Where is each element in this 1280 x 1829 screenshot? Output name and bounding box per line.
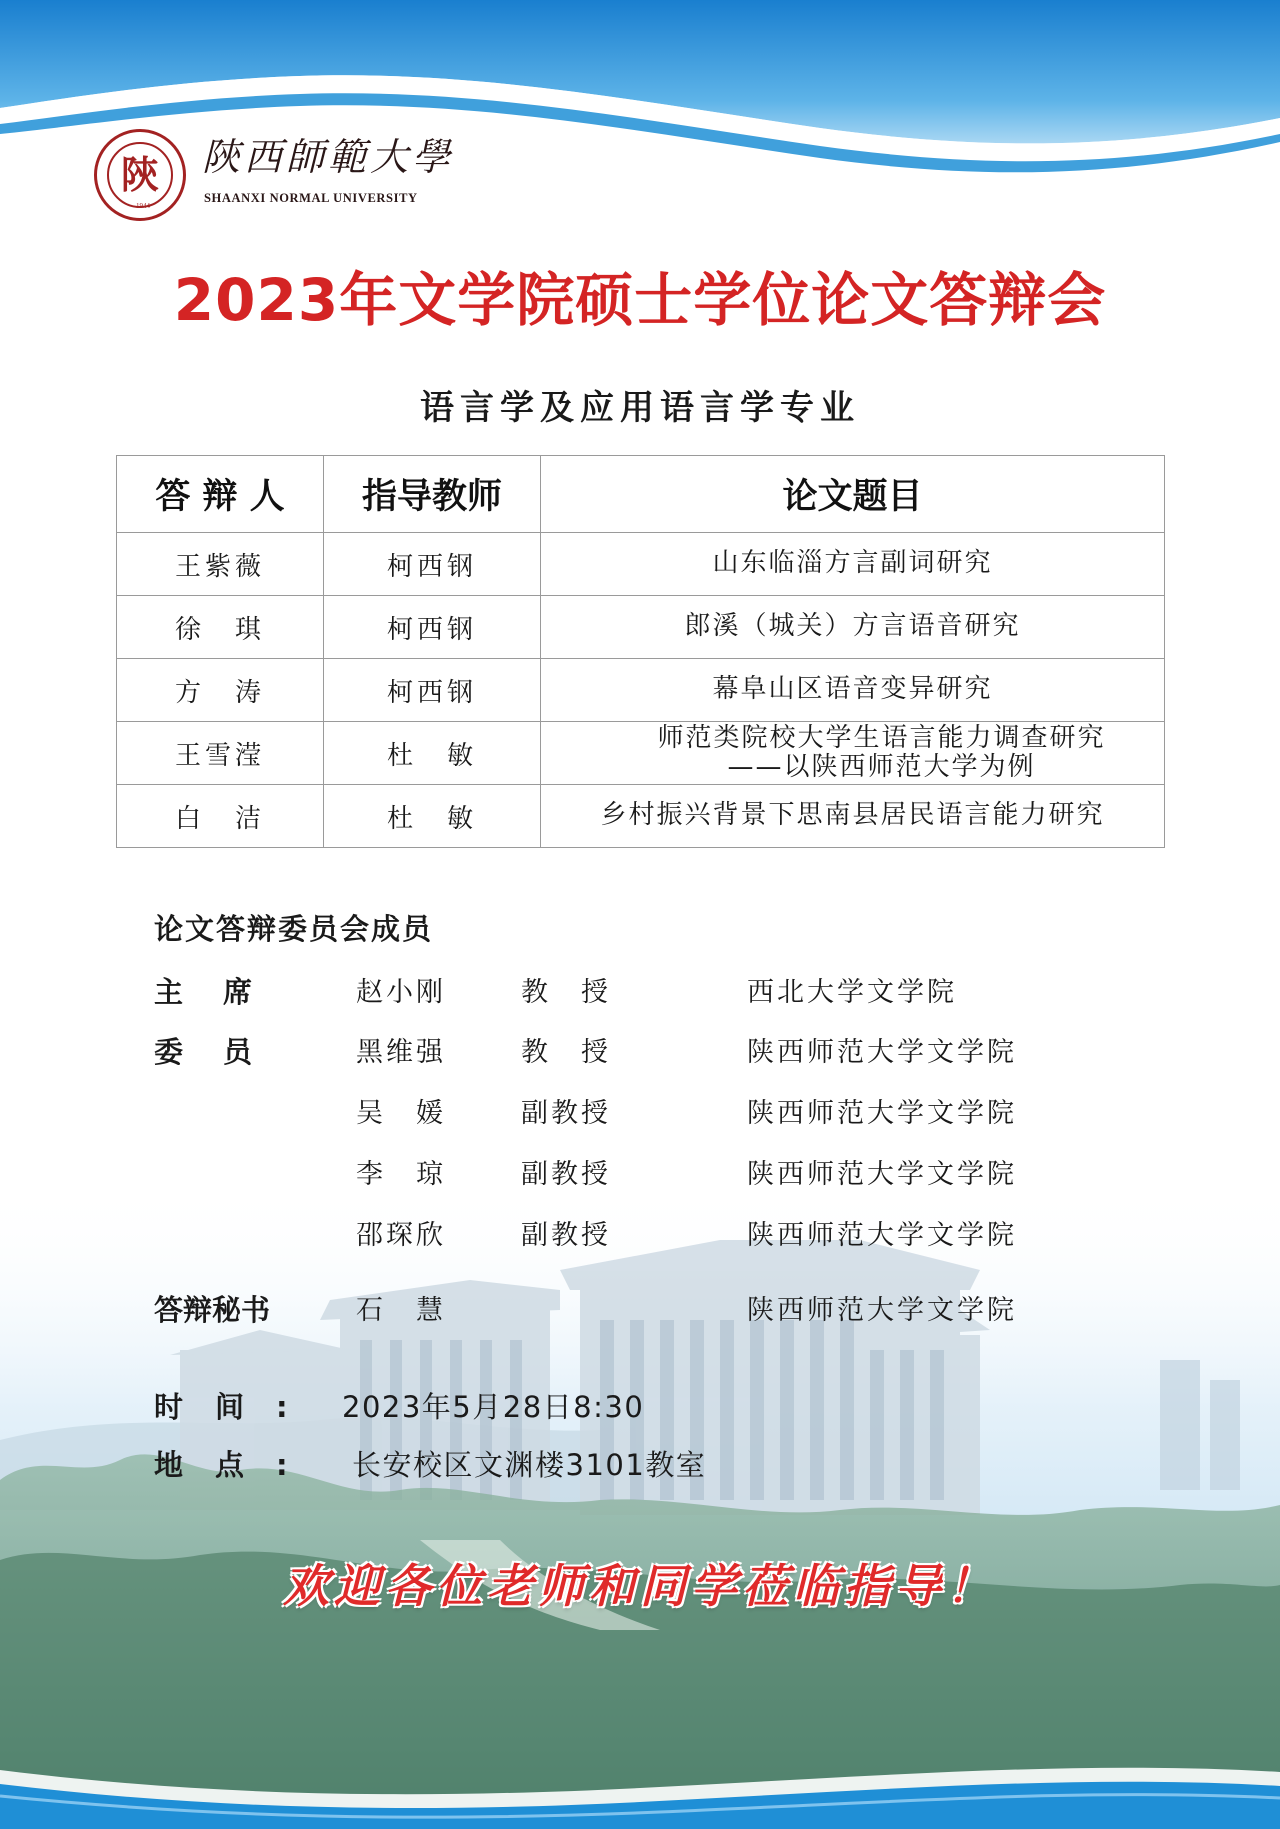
table-row — [117, 596, 1165, 659]
column-header-thesis: 论文题目 — [541, 456, 1165, 533]
table-header-row — [117, 456, 1165, 533]
advisor-name: 柯西钢 — [324, 596, 541, 659]
student-name: 王紫薇 — [117, 533, 324, 596]
bottom-wave-banner — [0, 1700, 1280, 1829]
secretary-institution: 陕西师范大学文学院 — [747, 1295, 1017, 1326]
member-institution: 陕西师范大学文学院 — [747, 1220, 1017, 1251]
event-time-row — [0, 1385, 1280, 1425]
committee-row-member — [0, 1152, 1280, 1192]
time-label: 时间: — [154, 1390, 320, 1424]
defense-schedule-table — [116, 455, 1165, 848]
major-subtitle: 语言学及应用语言学专业 — [420, 388, 860, 428]
table-row — [117, 533, 1165, 596]
column-header-advisor: 指导教师 — [324, 456, 541, 533]
thesis-title-line: 师范类院校大学生语言能力调查研究 — [657, 722, 1106, 753]
member-title: 副教授 — [521, 1220, 611, 1251]
member-institution: 陕西师范大学文学院 — [747, 1037, 1017, 1068]
committee-row-chair — [0, 970, 1280, 1010]
university-name-english: SHAANXI NORMAL UNIVERSITY — [204, 191, 418, 205]
thesis-title: 山东临淄方言副词研究 — [541, 533, 1165, 596]
place-value: 长安校区文渊楼3101教室 — [352, 1448, 707, 1482]
member-institution: 西北大学文学院 — [747, 977, 957, 1008]
welcome-message: 欢迎各位老师和同学莅临指导！ — [283, 1559, 997, 1613]
advisor-name: 柯西钢 — [324, 659, 541, 722]
thesis-title: 乡村振兴背景下思南县居民语言能力研究 — [541, 785, 1165, 848]
member-title: 教 授 — [521, 977, 611, 1008]
committee-heading: 论文答辩委员会成员 — [154, 912, 434, 946]
advisor-name: 杜 敏 — [324, 722, 541, 785]
advisor-name: 杜 敏 — [324, 785, 541, 848]
event-place-row — [0, 1443, 1280, 1483]
member-title: 教 授 — [521, 1037, 611, 1068]
committee-row-member — [0, 1030, 1280, 1070]
university-seal-icon: 陝 1944 — [94, 129, 186, 221]
thesis-title: 郎溪（城关）方言语音研究 — [541, 596, 1165, 659]
thesis-title: 幕阜山区语音变异研究 — [541, 659, 1165, 722]
thesis-title — [541, 722, 1165, 785]
member-institution: 陕西师范大学文学院 — [747, 1098, 1017, 1129]
student-name: 王雪滢 — [117, 722, 324, 785]
table-row — [117, 659, 1165, 722]
student-name: 方 涛 — [117, 659, 324, 722]
role-label-secretary: 答辩秘书 — [154, 1293, 271, 1327]
student-name: 徐 琪 — [117, 596, 324, 659]
member-name: 邵琛欣 — [356, 1220, 446, 1251]
place-label: 地点: — [154, 1448, 320, 1482]
column-header-student: 答 辩 人 — [117, 456, 324, 533]
role-label-member: 委员 — [154, 1035, 293, 1069]
university-name-calligraphy: 陝西師範大學 — [202, 135, 455, 179]
advisor-name: 柯西钢 — [324, 533, 541, 596]
university-logo — [94, 129, 466, 225]
poster-title: 2023年文学院硕士学位论文答辩会 — [173, 266, 1107, 334]
thesis-subtitle-line: ——以陕西师范大学为例 — [727, 752, 1036, 782]
member-institution: 陕西师范大学文学院 — [747, 1159, 1017, 1190]
member-title: 副教授 — [521, 1159, 611, 1190]
time-value: 2023年5月28日8:30 — [342, 1390, 645, 1424]
secretary-name: 石 慧 — [356, 1295, 446, 1326]
member-name: 赵小刚 — [356, 977, 446, 1008]
role-label-chair: 主席 — [154, 975, 293, 1009]
member-title: 副教授 — [521, 1098, 611, 1129]
table-row — [117, 722, 1165, 785]
member-name: 黑维强 — [356, 1037, 446, 1068]
member-name: 李 琼 — [356, 1159, 446, 1190]
committee-row-member — [0, 1091, 1280, 1131]
student-name: 白 洁 — [117, 785, 324, 848]
table-row — [117, 785, 1165, 848]
committee-row-secretary — [0, 1288, 1280, 1328]
member-name: 吴 媛 — [356, 1098, 446, 1129]
committee-row-member — [0, 1213, 1280, 1253]
